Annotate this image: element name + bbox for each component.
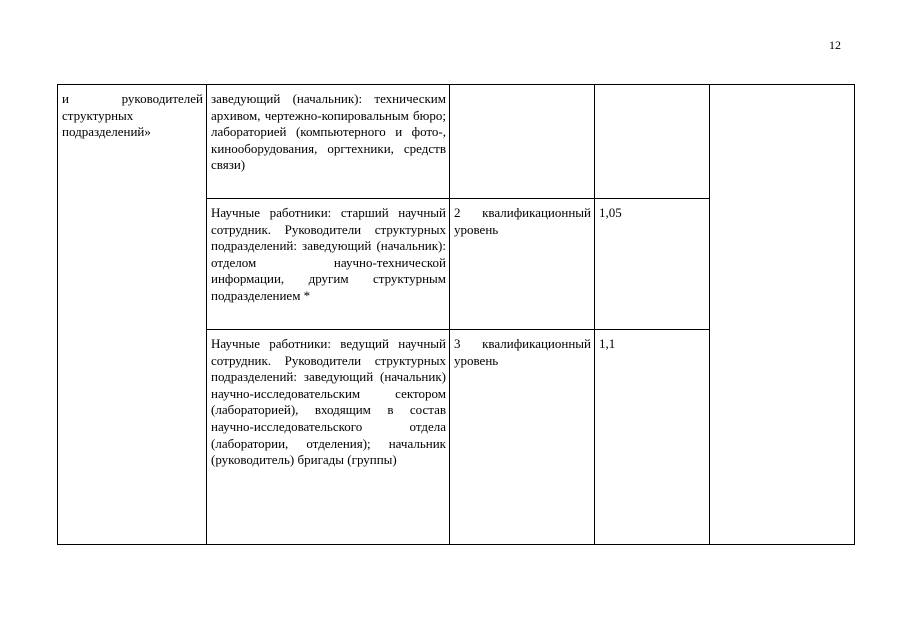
position-text: Научные работники: ведущий научный сотрудник. Руководители структурных подразделений: заведующий (начальник) научно-исследовательским сектором (лабораторией), входящим в состав научно-исследовательского отдела (лаборатории, отделения); начальник (руководитель) бригады (группы): [211, 336, 446, 468]
coefficient-text: 1,1: [599, 336, 616, 351]
position-cell: [207, 85, 450, 199]
coefficient-cell: [595, 199, 710, 330]
coefficient-cell: [595, 330, 710, 545]
table-row: [58, 85, 855, 199]
group-name-text: и руководителей структурных подразделений»: [62, 91, 203, 140]
level-cell: [450, 199, 595, 330]
coefficient-text: 1,05: [599, 205, 622, 220]
level-text: 3 квалификационный уровень: [454, 336, 591, 368]
level-cell: [450, 85, 595, 199]
level-text: 2 квалификационный уровень: [454, 205, 591, 237]
empty-last-column-cell: [710, 85, 855, 545]
group-name-cell: [58, 85, 207, 545]
level-cell: [450, 330, 595, 545]
position-cell: [207, 199, 450, 330]
position-text: Научные работники: старший научный сотрудник. Руководители структурных подразделений: заведующий (начальник): отделом научно-технической информации, другим структурным подразделением *: [211, 205, 446, 303]
position-text: заведующий (начальник): техническим архивом, чертежно-копировальным бюро; лабораторией (компьютерного и фото-, кинооборудования, оргтехники, средств связи): [211, 91, 446, 173]
coefficient-cell: [595, 85, 710, 199]
position-cell: [207, 330, 450, 545]
qualification-table: [57, 84, 855, 545]
page-number: 12: [829, 38, 841, 52]
